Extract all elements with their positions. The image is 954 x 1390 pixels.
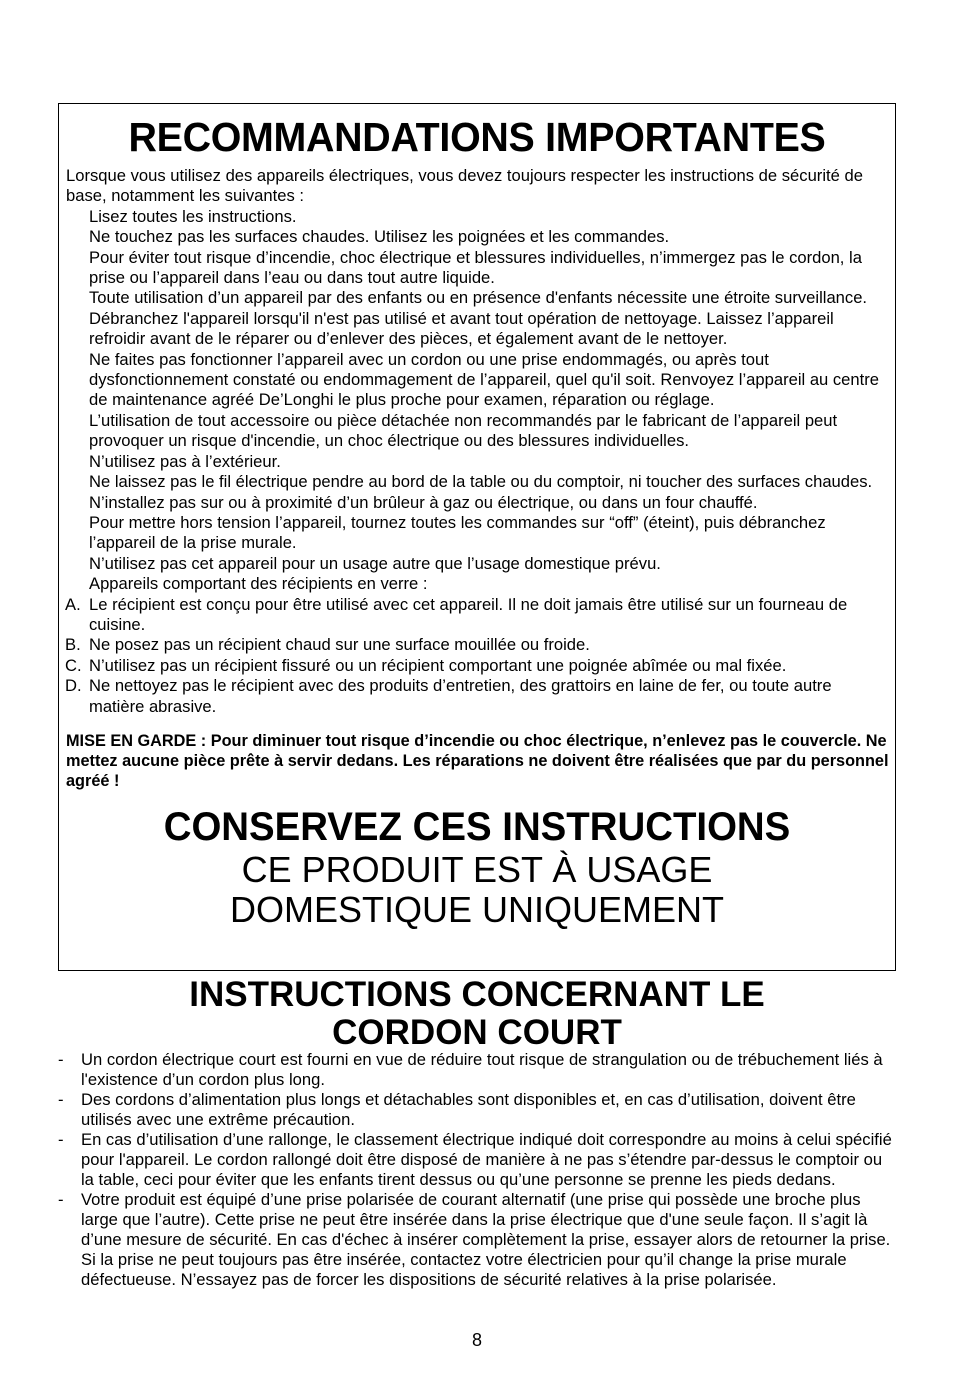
item-text: Des cordons d’alimentation plus longs et détachables sont disponibles et, en cas d’utilisation, doivent être utilisés avec une extrême précaution.: [81, 1090, 856, 1129]
item-label: D.: [65, 676, 82, 696]
list-item: [65, 594, 891, 636]
list-item: Appareils comportant des récipients en verre :: [89, 574, 428, 594]
dash-marker: -: [58, 1190, 64, 1209]
list-item: Ne faites pas fonctionner l’appareil avec un cordon ou une prise endommagés, ou après tout dysfonctionnement constaté ou endommagement de l’appareil, quel qu'il soit. Renvoyez l’appareil au centre de maintenance agréé De’Longhi le plus proche pour examen, réparation ou réglage.: [89, 349, 880, 410]
page-number: 8: [471, 1330, 482, 1350]
item-text: En cas d’utilisation d’une rallonge, le classement électrique indiqué doit correspondre au moins à celui spécifié pour l'appareil. Le cordon rallongé doit être disposé de manière à ne pas s’étendre par-dessus le comptoir ou la table, ceci pour éviter que les enfants tirent dessus ou qu’une personne se prenne les pieds dedans.: [81, 1130, 892, 1189]
list-item: [65, 676, 891, 717]
safeguard-list: [59, 207, 895, 595]
household-use-line-1: CE PRODUIT EST À USAGE: [241, 848, 713, 890]
dash-marker: -: [58, 1130, 64, 1149]
important-safeguards-box: [58, 103, 896, 971]
list-item: N’installez pas sur ou à proximité d’un brûleur à gaz ou électrique, ou dans un four chauffé.: [89, 492, 758, 512]
list-item: Débranchez l'appareil lorsqu'il n'est pas utilisé et avant tout opération de nettoyage. Laissez l’appareil refroidir avant de le réparer ou d’enlever des pièces, et également avant de le nettoyer.: [89, 308, 834, 349]
short-cord-title-line-1: INSTRUCTIONS CONCERNANT LE: [189, 975, 765, 1014]
list-item: [58, 1050, 896, 1090]
short-cord-title-line-2: CORDON COURT: [332, 1013, 622, 1052]
item-text: Ne nettoyez pas le récipient avec des produits d’entretien, des grattoirs en laine de fer, ou toute autre matière abrasive.: [89, 676, 832, 716]
list-item: [58, 1090, 896, 1130]
list-item: [58, 1130, 896, 1190]
list-item: N’utilisez pas cet appareil pour un usage autre que l’usage domestique prévu.: [89, 553, 661, 573]
list-item: Ne touchez pas les surfaces chaudes. Utilisez les poignées et les commandes.: [89, 227, 670, 247]
list-item: [65, 655, 891, 676]
list-item: Lisez toutes les instructions.: [89, 206, 297, 226]
warning-paragraph: MISE EN GARDE : Pour diminuer tout risque d’incendie ou choc électrique, n’enlevez pas le couvercle. Ne mettez aucune pièce prête à servir dedans. Les réparations ne doivent être réalisées que par du personnel agréé !: [66, 731, 889, 790]
item-text: Le récipient est conçu pour être utilisé avec cet appareil. Il ne doit jamais être utilisé sur un fourneau de cuisine.: [89, 594, 848, 634]
item-text: Votre produit est équipé d’une prise polarisée de courant alternatif (une prise qui possède une broche plus large que l’autre). Cette prise ne peut être insérée dans la prise électrique que d'une seule façon. Il s’agit là d’une mesure de sécurité. En cas d'échec à insérer complètement la prise, essayer alors de retourner la prise. Si la prise ne peut toujours pas être insérée, contactez votre électricien pour qu’il change la prise murale défectueuse. N’essayez pas de forcer les dispositions de sécurité relatives à la prise polarisée.: [81, 1190, 891, 1289]
item-label: B.: [65, 635, 81, 655]
household-use-line-2: DOMESTIQUE UNIQUEMENT: [229, 888, 724, 930]
dash-marker: -: [58, 1050, 64, 1069]
short-cord-list: [58, 1050, 896, 1290]
intro-paragraph: Lorsque vous utilisez des appareils électriques, vous devez toujours respecter les instructions de sécurité de base, notamment les suivantes :: [66, 166, 863, 206]
item-label: A.: [65, 594, 81, 614]
list-item: Pour mettre hors tension l’appareil, tournez toutes les commandes sur “off” (éteint), puis débranchez l’appareil de la prise murale.: [89, 512, 826, 553]
item-text: Un cordon électrique court est fourni en vue de réduire tout risque de strangulation ou de trébuchement liés à l'existence d’un cordon plus long.: [81, 1050, 883, 1089]
list-item: [58, 1190, 896, 1290]
list-item: Ne laissez pas le fil électrique pendre au bord de la table ou du comptoir, ni toucher des surfaces chaudes.: [89, 472, 873, 492]
item-text: N’utilisez pas un récipient fissuré ou un récipient comportant une poignée abîmée ou mal fixée.: [89, 655, 787, 675]
list-item: N’utilisez pas à l’extérieur.: [89, 451, 281, 471]
list-item: [65, 635, 891, 655]
item-text: Ne posez pas un récipient chaud sur une surface mouillée ou froide.: [89, 635, 590, 655]
list-item: Toute utilisation d’un appareil par des enfants ou en présence d'enfants nécessite une étroite surveillance.: [89, 288, 868, 308]
save-instructions-title: CONSERVEZ CES INSTRUCTIONS: [163, 804, 791, 849]
list-item: L’utilisation de tout accessoire ou pièce détachée non recommandés par le fabricant de l’appareil peut provoquer un risque d'incendie, un choc électrique ou des blessures individuelles.: [89, 410, 838, 451]
important-title: RECOMMANDATIONS IMPORTANTES: [128, 114, 826, 160]
short-cord-title: [58, 976, 896, 1052]
glass-container-list: [59, 595, 895, 717]
dash-marker: -: [58, 1090, 64, 1109]
item-label: C.: [65, 655, 82, 675]
list-item: Pour éviter tout risque d’incendie, choc électrique et blessures individuelles, n’immergez pas le cordon, la prise ou l’appareil dans l’eau ou dans tout autre liquide.: [89, 247, 862, 288]
